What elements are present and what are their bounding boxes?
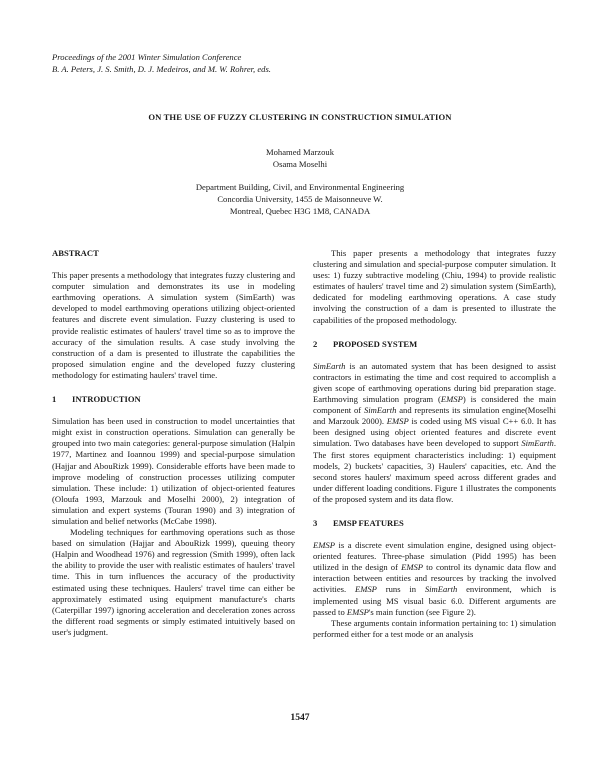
affiliation-line: Montreal, Quebec H3G 1M8, CANADA bbox=[229, 206, 371, 216]
editors-line: B. A. Peters, J. S. Smith, D. J. Medeiros, and M. W. Rohrer, eds. bbox=[52, 64, 271, 74]
abstract-text: This paper presents a methodology that integrates fuzzy clustering and computer simulation and demonstrates its use in modeling earthmoving operations. A simulation system (SimEarth) was developed to model earthmoving operations utilizing object-oriented features and discrete event simulation. Fuzzy clustering is used to provide realistic estimates of haulers' travel time so as to improve the accuracy of the simulation results. A case study involving the construction of a dam is presented to illustrate the capabilities the proposed simulation engine and the developed fuzzy clustering methodology for estimating haulers' travel time. bbox=[52, 270, 295, 380]
left-column bbox=[52, 248, 295, 638]
section-heading-introduction bbox=[52, 394, 295, 405]
section-number: 3 bbox=[313, 517, 318, 528]
proceedings-line: Proceedings of the 2001 Winter Simulation Conference bbox=[52, 52, 242, 62]
section-number: 1 bbox=[52, 394, 57, 405]
section-heading-emsp-features bbox=[313, 518, 556, 529]
page-number: 1547 bbox=[290, 712, 310, 723]
section-title: INTRODUCTION bbox=[72, 394, 141, 405]
author-block bbox=[0, 146, 600, 170]
affiliation-line: Concordia University, 1455 de Maisonneuve W. bbox=[217, 194, 383, 204]
section-title: PROPOSED SYSTEM bbox=[333, 338, 418, 349]
intro-paragraph: This paper presents a methodology that integrates fuzzy clustering and simulation and special-purpose computer simulation. It uses: 1) fuzzy subtractive modeling (Chiu, 1994) to provide realistic estimates of haulers' travel time and 2) simulation system (SimEarth), dedicated for modeling earthmoving operations. A case study involving the construction of a dam is presented to illustrate the capabilities of the proposed methodology. bbox=[313, 248, 556, 325]
abstract-heading: ABSTRACT bbox=[52, 248, 99, 258]
section-title: EMSP FEATURES bbox=[333, 517, 404, 528]
affiliation-block bbox=[0, 181, 600, 217]
right-column bbox=[313, 248, 556, 640]
emsp-paragraph: These arguments contain information pertaining to: 1) simulation performed either for a test mode or an analysis bbox=[313, 617, 556, 639]
affiliation-line: Department Building, Civil, and Environmental Engineering bbox=[195, 182, 405, 192]
author-name: Osama Moselhi bbox=[272, 159, 328, 169]
proceedings-header bbox=[52, 51, 271, 75]
paper-title: ON THE USE OF FUZZY CLUSTERING IN CONSTRUCTION SIMULATION bbox=[148, 112, 452, 122]
author-name: Mohamed Marzouk bbox=[265, 147, 335, 157]
section-heading-proposed-system bbox=[313, 339, 556, 350]
proposed-paragraph: SimEarth is an automated system that has been designed to assist contractors in estimating the time and cost required to accomplish a given scope of earthmoving operations during bid preparation stage. Earthmoving simulation program (EMSP) is considered the main component of SimEarth and represents its simulation engine(Moselhi and Marzouk 2000). EMSP is coded using MS visual C++ 6.0. It has been designed using object oriented features and discrete event simulation. Two databases have been developed to support SimEarth. The first stores equipment characteristics including: 1) equipment models, 2) buckets' capacities, 3) Haulers' capacities, etc. And the second stores haulers' maximum speed across different grades and under different loading conditions. Figure 1 illustrates the components of the proposed system and its data flow. bbox=[313, 360, 556, 504]
intro-paragraph: Modeling techniques for earthmoving operations such as those based on simulation (Hajjar and AbouRizk 1999), queuing theory (Halpin and Woodhead 1976) and regression (Smith 1999), often lack the ability to provide the user with realistic estimates of haulers' travel time. This in turn influences the accuracy of the productivity estimated using these techniques. Haulers' travel time can either be approximately estimated using equipment manufacture's charts (Caterpillar 1997) ignoring acceleration and deceleration zones across the different road segments or simply estimated intuitively based on user's judgment. bbox=[52, 527, 295, 637]
emsp-paragraph: EMSP is a discrete event simulation engine, designed using object-oriented features. Three-phase simulation (Pidd 1995) has been utilized in the design of EMSP to control its dynamic data flow and interaction between entities and resources by tracking the involved activities. EMSP runs in SimEarth environment, which is implemented using MS visual basic 6.0. Different arguments are passed to EMSP's main function (see Figure 2). bbox=[313, 540, 556, 617]
intro-paragraph: Simulation has been used in construction to model uncertainties that might exist in construction operations. Simulation can generally be grouped into two main categories: general-purpose simulation (Halpin 1977, Martinez and Ioannou 1999) and special-purpose simulation (Hajjar and AbouRizk 1999). Considerable efforts have been made to improve modeling of construction processes utilizing computer simulation. These include: 1) utilization of object-oriented features (Oloufa 1993, Marzouk and Moselhi 2000), 2) integration of simulation and expert systems (Touran 1990) and 3) integration of simulation and belief networks (McCabe 1998). bbox=[52, 416, 295, 526]
section-number: 2 bbox=[313, 338, 318, 349]
